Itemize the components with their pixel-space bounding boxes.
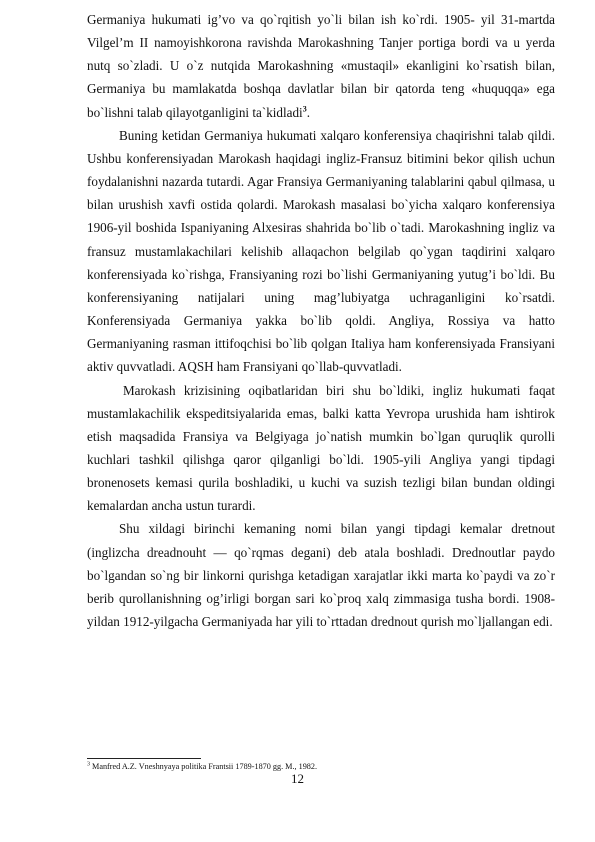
paragraph-1-end: . <box>306 104 310 120</box>
paragraph-1-text: Germaniya hukumati ig’vo va qo`rqitish yo`li bilan ish ko`rdi. 1905- yil 31-martda Vilgel’m II namoyishkorona ravishda Marokashning Tanjer portiga bordi va u yerda nutq so`zladi. U o`z nutqida Marokashning «mustaqil» ekanligini ko`rsatish bilan, Germaniya bu mamlakatda boshqa davlatlar bilan bir qatorda teng «huquqqa» ega bo`lishni talab qilayotganligini ta`kidladi <box>87 12 555 120</box>
page-number: 12 <box>291 771 304 786</box>
paragraph-3: Marokash krizisining oqibatlaridan biri shu bo`ldiki, ingliz hukumati faqat mustamlakachilik ekspeditsiyalarida emas, balki katta Yevropa urushida ham ishtirok etish maqsadida Fransiya va Belgiyaga jo`natish mumkin bo`lgan quruqlik qurolli kuchlari tashkil qilishga qaror qilganligi bo`ldi. 1905-yili Angliya yangi tipdagi bronenosets kemasi qurila boshladiki, u kuchi va suzish tezligi bilan bundan oldingi kemalardan ancha ustun turardi. <box>87 382 555 514</box>
footnote-number: 3 <box>87 761 90 768</box>
footnote-divider <box>87 758 201 759</box>
body-text <box>87 8 555 633</box>
footnote-text: Manfred A.Z. Vneshnyaya politika Frantsii 1789-1870 gg. M., 1982. <box>92 762 318 771</box>
paragraph-1 <box>87 8 555 124</box>
paragraph-4: Shu xildagi birinchi kemaning nomi bilan yangi tipdagi kemalar dretnout (inglizcha dreadnouht — qo`rqmas degani) deb atala boshladi. Drednoutlar paydo bo`lgandan so`ng bir linkorni qurishga ketadigan xarajatlar ikki marta ko`paydi va zo`r berib qurollanishning og’irligi borgan sari ko`proq xalq zimmasiga tusha bordi. 1908-yildan 1912-yilgacha Germaniyada har yili to`rttadan drednout qurish mo`ljallangan edi. <box>87 521 555 630</box>
footnote-marker: 3 <box>302 104 307 114</box>
paragraph-2: Buning ketidan Germaniya hukumati xalqaro konferensiya chaqirishni talab qildi. Ushbu konferensiyadan Marokash haqidagi ingliz-Fransuz bitimini bekor qilish uchun foydalanishni nazarda tutardi. Agar Fransiya Germaniyaning talablarini qabul qilmasa, u bilan urushish xavfi ostida qolardi. Marokash masalasi bo`yicha xalqaro konferensiya 1906-yil boshida Ispaniyaning Alxesiras shahrida bo`lib o`tadi. Marokashning ingliz va fransuz mustamlakachilari kelishib allaqachon belgilab qo`ygan taqdirini xalqaro konferensiyada ko`rishga, Fransiyaning rozi bo`lishi Germaniyaning yutug’i bo`ldi. Bu konferensiyaning natijalari uning mag’lubiyatga uchraganligini ko`rsatdi. Konferensiyada Germaniya yakka bo`lib qoldi. Angliya, Rossiya va hatto Germaniyaning rasman ittifoqchisi bo`lib qolgan Italiya ham konferensiyada Fransiyani aktiv quvvatladi. AQSH ham Fransiyani qo`llab-quvvatladi. <box>87 127 555 375</box>
